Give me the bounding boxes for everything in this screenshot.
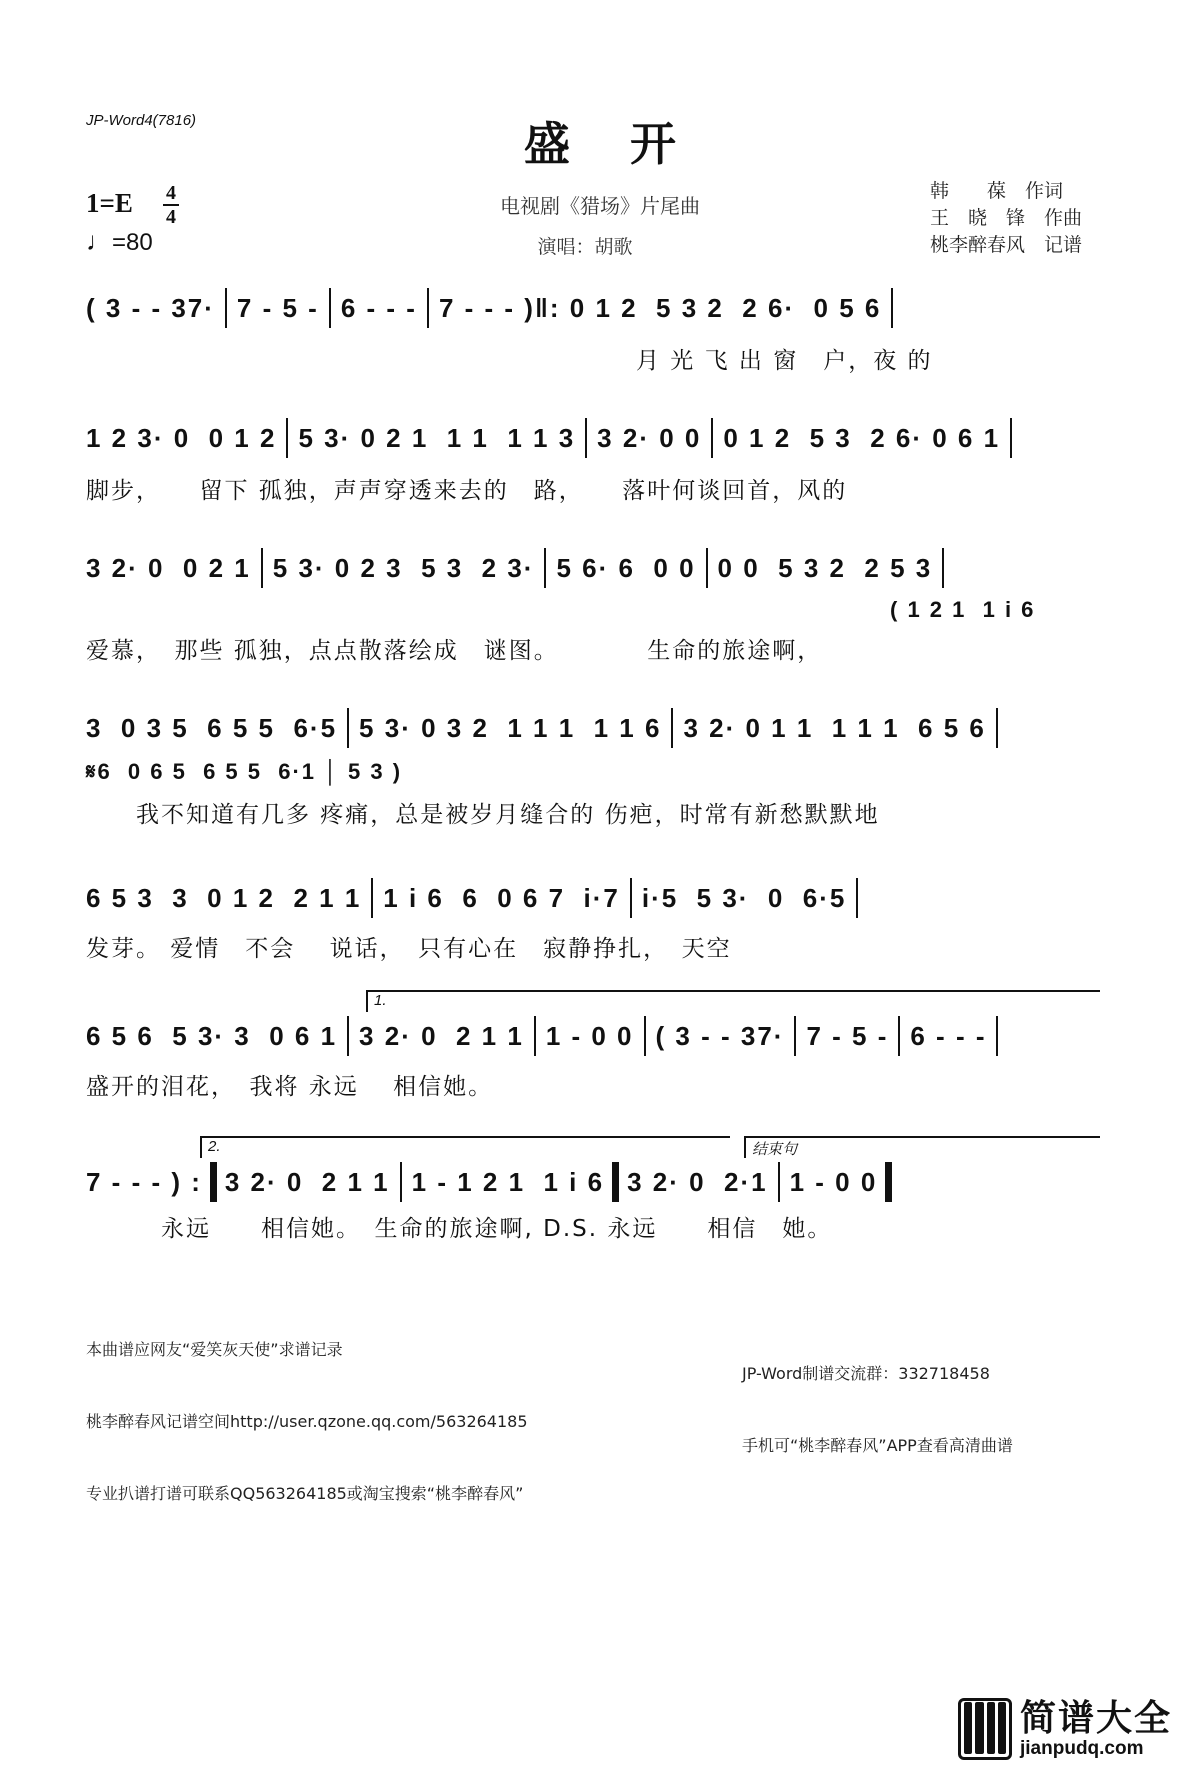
measure: 1 2 3· 0 0 1 2 [86,422,277,453]
measure: 6 - - - [340,292,417,323]
key-signature: 1=E [86,188,133,218]
footer-contact: 专业扒谱打谱可联系QQ563264185或淘宝搜索“桃李醉春风” [86,1484,524,1503]
lyrics-line-3: 爱慕， 那些 孤独，点点散落绘成 谜图。 生命的旅途啊， [86,638,823,664]
music-system-1 [86,288,1106,328]
music-system-7 [86,1162,1106,1202]
lyrics-line-7: 永远 相信她。 生命的旅途啊, D.S. 永远 相信 她。 [86,1216,833,1242]
lyrics-line-6: 盛开的泪花， 我将 永远 相信她。 [86,1074,494,1100]
measure: 0 0 5 3 2 2 5 3 [717,552,933,583]
volta-second-ending: 2. [200,1136,730,1158]
volta-first-ending: 1. [366,990,1100,1012]
measure: 1 - 0 0 [545,1020,634,1051]
piano-icon [958,1698,1012,1760]
music-system-3 [86,548,1106,588]
footer-space-link[interactable]: 桃李醉春风记谱空间http://user.qzone.qq.com/563264185 [86,1412,528,1431]
tempo-value: =80 [112,229,153,256]
measure: 7 - 5 - [236,292,319,323]
site-logo[interactable] [958,1696,1188,1762]
lyricist-credit: 韩 葆 作词 [930,180,1064,202]
footer-right [742,1314,1013,1482]
measure: 3 2· 0 0 [597,422,702,453]
measure: 6 5 6 5 3· 3 0 6 1 [86,1020,338,1051]
measure: 6 5 3 3 0 1 2 2 1 1 [86,882,362,913]
measure: 3 2· 0 0 2 1 [86,552,251,583]
measure: 5 3· 0 2 1 1 1 1 1 3 [298,422,576,453]
measure: 7 - 5 - [806,1020,889,1051]
credits-block [930,178,1082,259]
logo-name: 简谱大全 [1020,1698,1173,1739]
music-system-4 [86,708,1106,748]
music-system-2 [86,418,1106,458]
time-top: 4 [166,182,176,204]
measure: ( 3 - - 37· [655,1020,785,1051]
measure: 5 3· 0 2 3 5 3 2 3· [272,552,535,583]
measure: 3 2· 0 2 1 1 [359,1020,524,1051]
lyrics-line-4: 我不知道有几多 疼痛，总是被岁月缝合的 伤疤，时常有新愁默默地 [86,802,880,828]
harmony-line: 𝄋6 0 6 5 6 5 5 6·1 │ 5 3 ) [86,759,403,784]
music-subline-4 [86,756,1106,788]
measure: 5 6· 6 0 0 [556,552,696,583]
singer-credit: 演唱：胡歌 [537,236,633,258]
measure: 0 1 2 5 3 2 6· 0 6 1 [723,422,1001,453]
lyrics-line-2: 脚步， 留下 孤独，声声穿透来去的 路， 落叶何谈回首，风的 [86,478,848,504]
measure: 1 i 6 6 0 6 7 i·7 [383,882,620,913]
footer-group: JP-Word制谱交流群：332718458 [742,1364,990,1383]
song-subtitle: 电视剧《猎场》片尾曲 [500,194,700,218]
measure: 5 3· 0 3 2 1 1 1 1 1 6 [359,712,662,743]
music-system-6 [86,1016,1106,1056]
music-system-5 [86,878,1106,918]
measure: 3 2· 0 1 1 1 1 1 6 5 6 [683,712,986,743]
footer-app: 手机可“桃李醉春风”APP查看高清曲谱 [742,1436,1013,1455]
lyrics-line-1: 月 光 飞 出 窗 户，夜 的 [86,348,933,374]
measure: 1 - 0 0 [789,1166,878,1197]
measure: 1 - 1 2 1 1 i 6 [411,1166,605,1197]
transcriber-credit: 桃李醉春风 记谱 [930,234,1083,256]
harmony-line: ( 1 2 1 1 i 6 [890,597,1036,622]
measure: 3 2· 0 2·1 [627,1166,768,1197]
quarter-note-icon: ♩ [86,226,112,256]
measure: 7 - - - ) : [86,1166,202,1197]
measure: 7 - - - )‖: 0 1 2 5 3 2 2 6· 0 5 6 [438,292,882,323]
measure: 3 2· 0 2 1 1 [224,1166,390,1197]
footer-request-note: 本曲谱应网友“爱笑灰天使”求谱记录 [86,1340,343,1359]
time-bottom: 4 [166,206,176,228]
measure: 6 - - - [910,1020,987,1051]
lyrics-line-5: 发芽。 爱情 不会 说话， 只有心在 寂静挣扎， 天空 [86,936,732,962]
music-subline-3 [890,594,1110,626]
measure: i·5 5 3· 0 6·5 [641,882,847,913]
logo-url: jianpudq.com [1020,1738,1144,1759]
measure: 3 0 3 5 6 5 5 6·5 [86,712,338,743]
ending-phrase-label: 结束句 [744,1136,1100,1158]
measure: ( 3 - - 37· [86,292,215,323]
composer-credit: 王 晓 锋 作曲 [930,207,1083,229]
software-label: JP-Word4(7816) [86,112,197,129]
song-title: 盛开 [524,117,736,171]
footer-left [86,1290,528,1530]
